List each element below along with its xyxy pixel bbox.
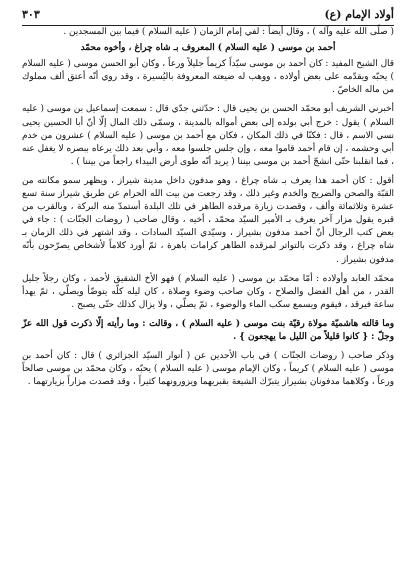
paragraph: وذكر صاحب ( روضات الجنّات ) في باب الأحدين عن ( أنوار السيّد الجزائري ) قال : كان أحمد بن موسى ( عليه السلام ) كريماً ، وكان الإمام موسى ( عليه السلام ) يحبّه ، وكان محمّد بن موسى صالحاً ورعاً ، وكلاهما مدفونان بشيراز يتبرّك الشيعة بقبريهما ويزورونهما كثيراً ، وقد قصدت مزاراً بزيارتهما . — [22, 351, 394, 388]
paragraph: قال الشيخ المفيد : كان أحمد بن موسى سيّداً كريماً جليلاً ورعاً ، وكان أبو الحسن موسى ( عليه السلام ) يحبّه ويقدّمه على بعض أولاده ، ووهب له ضيعته المعروفة باليُسيرة ، وقد روي أنّه أعتق ألف مملوك من ماله الخاصّ . — [22, 59, 394, 96]
running-title: أولاد الإمام (ع) — [324, 8, 394, 21]
section-heading: أحمد بن موسى ( عليه السلام ) المعروف بـ شاه چراغ ، وأخوه محمّد — [80, 43, 336, 54]
paragraph: ( صلّى الله عليه وآله ) ، وقال أيضاً : لفي إمام الزمان ( عليه السلام ) فيما بين المسجدين . — [63, 27, 394, 37]
page-body — [22, 26, 394, 389]
paragraph: أقول : كان أحمد هذا يعرف بـ شاه چراغ ، وهو مدفون داخل مدينة شيراز ، ويظهر سمو مكانته من القبّة والصحن والضريح والخدم وغير ذلك ، وقد رجعت من بيت الله الحرام عن طريق شيراز سنة تسع عشرة وثلاثمائة وألف ، وقصدت زيارة مرقده الطاهر في تلك البلدة أستمدّ منه البركة ، وبالقرب من قبره يقول مزار آخر يعرف بـ الأمير السيّد محمّد ، أخيه ، وقال صاحب ( روضات الجنّات ) : جاء في بعض كتب الرجال أنّ أحمد مدفون بشيراز ، وسيّدي السيّد السادات ، وقد اشتهر في ذلك الزمان بـ شاه چراغ ، وقد ذكرت بالتواتر لمرقده الطاهر كرامات باهرة ، ثمّ أورد كلاماً لأشخاص يصرّحون بأنّه مدفون بشيراز . — [22, 175, 394, 265]
paragraph-quran-citation: وما قالته هاشميّة مولاة رقيّة بنت موسى ( عليه السلام ) ، وقالت : وما رأيته إلّا ذكرت قول الله عزّ وجلّ : { كانوا قليلاً من الليل ما يهجعون } . — [22, 318, 394, 342]
paragraph: أخبرني الشريف أبو محمّد الحسن بن يحيى قال : حدّثني جدّي قال : سمعت إسماعيل بن موسى ( عليه السلام ) يقول : خرج أبي بولده إلى بعض أمواله بالمدينة ، وسمّى ذلك المال إلّا أنّ أبا الحسين يحيى نسي الاسم ، قال : فكنّا في ذلك المكان ، فكان مع أحمد بن موسى ( عليه السلام ) عشرون من خدم أبي وحشمه ، إن قام أحمد قاموا معه ، وإن جلس جلسوا معه ، وأبي بعد ذلك يرعاه ببصره لا يغفل عنه ، فما انقلبنا حتّى انشجّ أحمد بن موسى بيننا ( يريد أنّه طوى أرض البيداء راجعاً من بيننا ) . — [22, 104, 394, 167]
page-number: ٣٠٣ — [22, 8, 40, 21]
page-header — [22, 8, 394, 26]
paragraph: محمّد العابد وأولاده : أمّا محمّد بن موسى ( عليه السلام ) فهو الأخ الشقيق لأحمد ، وكان رجلاً جليل القدر ، من أهل الفضل والصلاح ، وكان صاحب وضوء وصلاة ، كان ليله كلّه يتوضّأ ويصلّي ، ثمّ يهدأ ساعة فيرقد ، فيقوم ويسمع سكب الماء والوضوء ، ثمّ يصلّي ، ولا يزال كذلك حتّى يصبح . — [22, 273, 394, 310]
